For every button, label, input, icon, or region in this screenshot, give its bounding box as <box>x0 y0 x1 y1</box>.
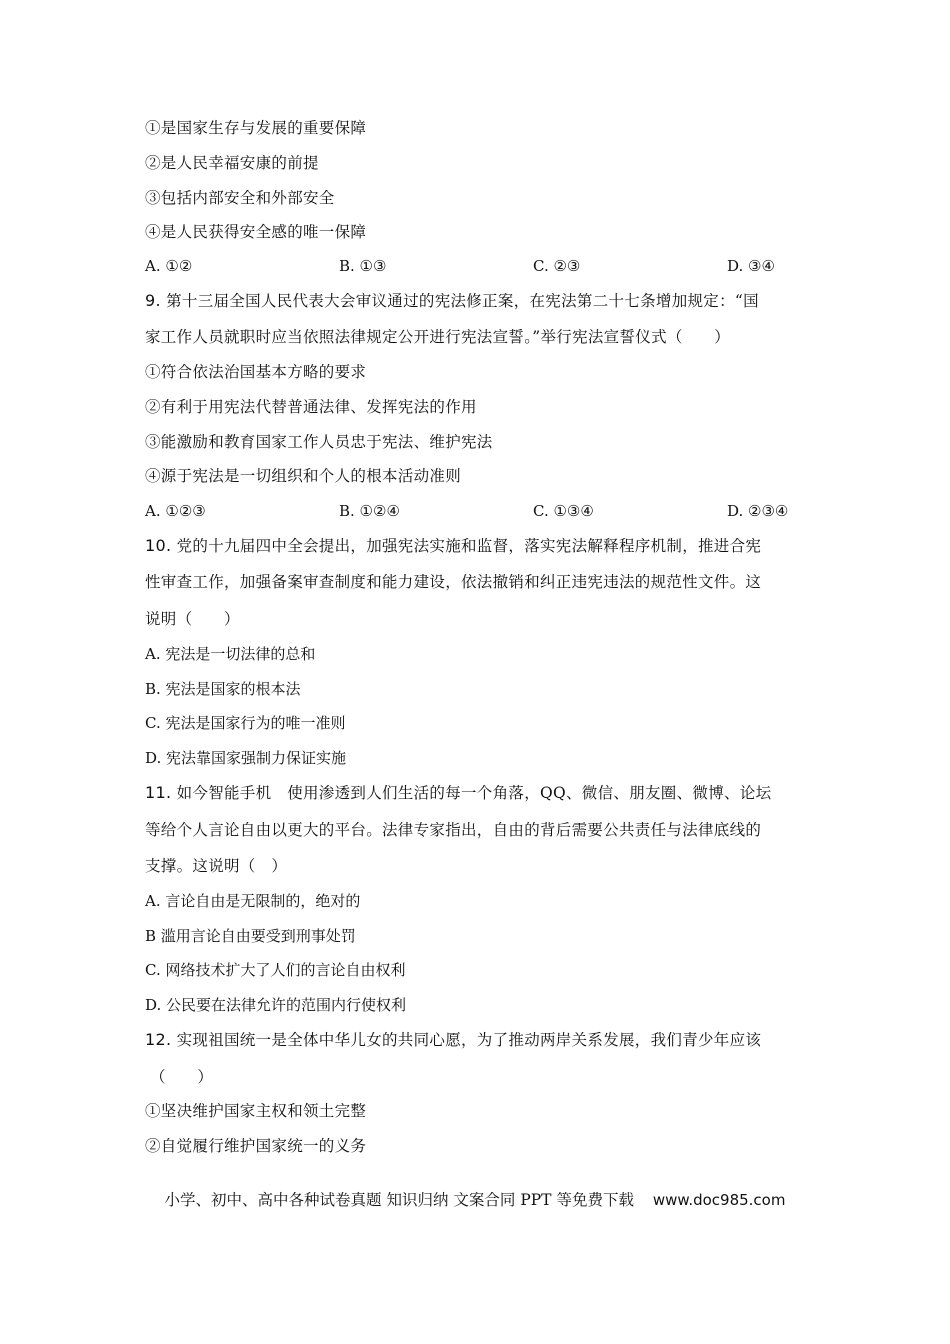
item-line: ②自觉履行维护国家统一的义务 <box>145 1137 367 1155</box>
question-text: 性审查工作，加强备案审查制度和能力建设，依法撤销和纠正违宪违法的规范性文件。这 <box>145 573 762 591</box>
item-line: ①是国家生存与发展的重要保障 <box>145 119 367 137</box>
item-line: ②有利于用宪法代替普通法律、发挥宪法的作用 <box>145 398 477 416</box>
footer-site-link[interactable]: www.doc985.com <box>652 1191 786 1209</box>
footer-text: 小学、初中、高中各种试卷真题 知识归纳 文案合同 PPT 等免费下载 <box>164 1191 634 1209</box>
option-d: D. 公民要在法律允许的范围内行使权利 <box>145 996 407 1014</box>
item-line: ①坚决维护国家主权和领土完整 <box>145 1102 367 1120</box>
option-a: A. 言论自由是无限制的，绝对的 <box>145 892 361 910</box>
question-text: 第十三届全国人民代表大会审议通过的宪法修正案，在宪法第二十七条增加规定：“国 <box>166 292 759 310</box>
question-text: 等给个人言论自由以更大的平台。法律专家指出，自由的背后需要公共责任与法律底线的 <box>145 821 762 839</box>
question-text: 家工作人员就职时应当依照法律规定公开进行宪法宣誓。”举行宪法宣誓仪式（ ） <box>145 328 731 346</box>
item-line: ①符合依法治国基本方略的要求 <box>145 363 367 381</box>
option-c: C. 宪法是国家行为的唯一准则 <box>145 714 346 732</box>
question-text: 说明（ ） <box>145 610 240 628</box>
question-number: 10. <box>145 536 172 555</box>
question-11-line-1 <box>145 782 771 804</box>
option-d: D. ②③④ <box>727 502 789 520</box>
option-b: B. 宪法是国家的根本法 <box>145 680 301 698</box>
option-b: B 滥用言论自由要受到刑事处罚 <box>145 927 356 945</box>
question-text: （ ） <box>150 1068 214 1086</box>
question-12-line-1 <box>145 1029 761 1051</box>
question-text: 党的十九届四中全会提出，加强宪法实施和监督，落实宪法解释程序机制，推进合宪 <box>176 537 762 555</box>
option-d: D. 宪法靠国家强制力保证实施 <box>145 749 347 767</box>
item-line: ③包括内部安全和外部安全 <box>145 189 335 207</box>
question-number: 11. <box>145 783 172 802</box>
option-c: C. ②③ <box>533 257 581 275</box>
page-footer <box>0 1189 950 1211</box>
option-a: A. ①②③ <box>145 502 206 520</box>
question-9-line-1 <box>145 290 759 312</box>
item-line: ②是人民幸福安康的前提 <box>145 154 319 172</box>
option-b: B. ①③ <box>339 257 387 275</box>
option-c: C. ①③④ <box>533 502 594 520</box>
question-number: 9. <box>145 291 161 310</box>
option-a: A. ①② <box>145 257 193 275</box>
question-text: 支撑。这说明（ ） <box>145 857 288 875</box>
question-number: 12. <box>145 1030 172 1049</box>
option-a: A. 宪法是一切法律的总和 <box>145 645 316 663</box>
item-line: ④是人民获得安全感的唯一保障 <box>145 223 367 241</box>
question-text: 实现祖国统一是全体中华儿女的共同心愿，为了推动两岸关系发展，我们青少年应该 <box>176 1031 762 1049</box>
question-10-line-1 <box>145 535 761 557</box>
question-text: 如今智能手机 使用渗透到人们生活的每一个角落，QQ、微信、朋友圈、微博、论坛 <box>176 784 772 802</box>
option-b: B. ①②④ <box>339 502 400 520</box>
item-line: ③能激励和教育国家工作人员忠于宪法、维护宪法 <box>145 433 493 451</box>
option-d: D. ③④ <box>727 257 775 275</box>
item-line: ④源于宪法是一切组织和个人的根本活动准则 <box>145 467 462 485</box>
option-c: C. 网络技术扩大了人们的言论自由权利 <box>145 961 406 979</box>
